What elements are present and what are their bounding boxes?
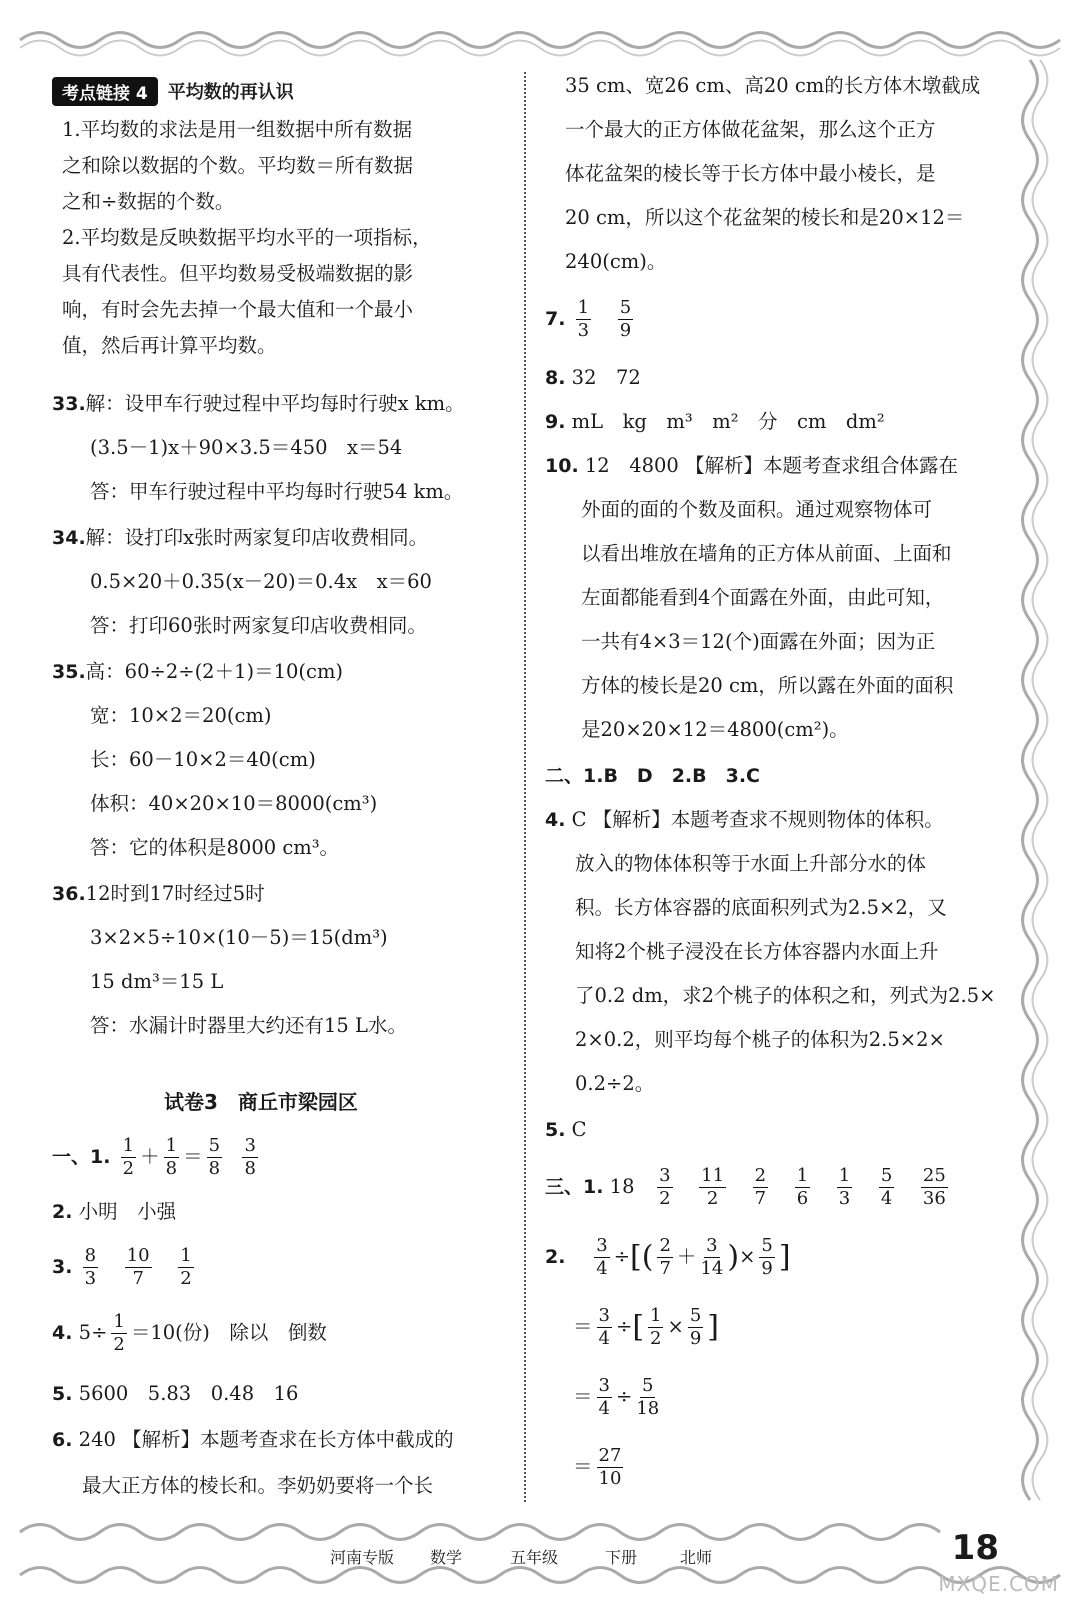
q6-cont-line: 体花盆架的棱长等于长方体中最小棱长，是	[565, 162, 936, 185]
q35-line4: 体积：40×20×10＝8000(cm³)	[90, 792, 378, 815]
kaodian-line: 具有代表性。但平均数易受极端数据的影	[62, 262, 414, 285]
s1-q1: 一、1. $\frac{1}{2}$ ＋ $\frac{1}{8}$ ＝ $\frac{5}{8}$ $\frac{3}{8}$	[52, 1135, 256, 1179]
footer-volume: 下册	[605, 1548, 638, 1567]
watermark: MXQE.COM	[938, 1572, 1059, 1596]
q35-line3: 长：60－10×2＝40(cm)	[90, 748, 316, 771]
s2-q4-line: 0.2÷2。	[575, 1072, 655, 1095]
q34-line2: 0.5×20＋0.35(x－20)＝0.4x x＝60	[90, 570, 432, 593]
q6-cont-line: 一个最大的正方体做花盆架，那么这个正方	[565, 118, 936, 141]
footer-edition: 北师	[680, 1548, 713, 1567]
kaodian-line: 1.平均数的求法是用一组数据中所有数据	[62, 118, 413, 141]
q10-line1: 10. 12 4800 【解析】本题考查求组合体露在	[545, 454, 959, 477]
s3-q2-row1: 2. $\frac{3}{4}$ ÷[( $\frac{2}{7}$ ＋ $\frac{3}{14}$ )× $\frac{5}{9}$ ]	[545, 1235, 791, 1279]
s2-q4-line: 积。长方体容器的底面积列式为2.5×2，又	[575, 896, 947, 919]
q36-line2: 3×2×5÷10×(10－5)＝15(dm³)	[90, 926, 388, 949]
q33-line2: (3.5－1)x＋90×3.5＝450 x＝54	[90, 436, 403, 459]
kaodian-line: 值，然后再计算平均数。	[62, 334, 277, 357]
s1-q4: 4. 5÷ $\frac{1}{2}$ ＝10(份) 除以 倒数	[52, 1311, 327, 1355]
q36-line1: 36.12时到17时经过5时	[52, 882, 265, 905]
s2-q4-line1: 4. C 【解析】本题考查求不规则物体的体积。	[545, 808, 944, 831]
s3-q2-row4: ＝ $\frac{27}{10}$	[573, 1445, 622, 1489]
q33-line1: 33.解：设甲车行驶过程中平均每时行驶x km。	[52, 392, 465, 415]
s3-q1: 三、1. 18 $\frac{3}{2}$ $\frac{11}{2}$ $\frac{2}{7}$ $\frac{1}{6}$ $\frac{1}{3}$ $\frac{5}{4}$ $\frac{25}{36}$	[545, 1165, 946, 1209]
footer-subject: 数学	[430, 1548, 463, 1567]
s1-q6-line2: 最大正方体的棱长和。李奶奶要将一个长	[82, 1474, 434, 1497]
s2-q4-line: 了0.2 dm，求2个桃子的体积之和，列式为2.5×	[575, 984, 996, 1007]
q6-cont-line: 20 cm，所以这个花盆架的棱长和是20×12＝	[565, 206, 965, 229]
q34-line3: 答：打印60张时两家复印店收费相同。	[90, 614, 427, 637]
s2-q4-line: 放入的物体体积等于水面上升部分水的体	[575, 852, 927, 875]
kaodian-line: 2.平均数是反映数据平均水平的一项指标，	[62, 226, 432, 249]
q36-line4: 答：水漏计时器里大约还有15 L水。	[90, 1014, 407, 1037]
q35-line1: 35.高：60÷2÷(2＋1)＝10(cm)	[52, 660, 344, 683]
q10-line: 以看出堆放在墙角的正方体从前面、上面和	[581, 542, 952, 565]
kaodian-line: 之和除以数据的个数。平均数＝所有数据	[62, 154, 414, 177]
paper-title: 试卷3 商丘市梁园区	[164, 1090, 358, 1114]
q35-line5: 答：它的体积是8000 cm³。	[90, 836, 340, 859]
kaodian-line: 之和÷数据的个数。	[62, 190, 235, 213]
q10-line: 是20×20×12＝4800(cm²)。	[581, 718, 849, 741]
s3-q2-row3: ＝ $\frac{3}{4}$ ÷ $\frac{5}{18}$	[573, 1375, 660, 1419]
q34-line1: 34.解：设打印x张时两家复印店收费相同。	[52, 526, 429, 549]
q36-line3: 15 dm³＝15 L	[90, 970, 224, 993]
q7: 7. $\frac{1}{3}$ $\frac{5}{9}$	[545, 297, 632, 341]
page-number: 18	[951, 1528, 999, 1568]
q10-line: 方体的棱长是20 cm，所以露在外面的面积	[581, 674, 954, 697]
q33-line3: 答：甲车行驶过程中平均每时行驶54 km。	[90, 480, 464, 503]
s2-q5: 5. C	[545, 1118, 587, 1141]
q35-line2: 宽：10×2＝20(cm)	[90, 704, 272, 727]
q8: 8. 32 72	[545, 366, 641, 389]
kaodian-header	[52, 76, 294, 106]
q9: 9. mL kg m³ m² 分 cm dm²	[545, 410, 885, 433]
footer-region: 河南专版	[330, 1548, 395, 1567]
s1-q3: 3. $\frac{8}{3}$ $\frac{10}{7}$ $\frac{1}{2}$	[52, 1245, 192, 1289]
kaodian-line: 响，有时会先去掉一个最大值和一个最小	[62, 298, 414, 321]
footer-grade: 五年级	[510, 1548, 559, 1567]
q10-line: 外面的面的个数及面积。通过观察物体可	[581, 498, 933, 521]
column-divider	[524, 72, 526, 1502]
kaodian-tag: 考点链接 4	[52, 77, 158, 106]
s1-q5: 5. 5600 5.83 0.48 16	[52, 1382, 299, 1405]
s2-line: 二、1.B D 2.B 3.C	[545, 765, 760, 787]
s2-q4-line: 知将2个桃子浸没在长方体容器内水面上升	[575, 940, 939, 963]
q10-line: 左面都能看到4个面露在外面，由此可知，	[581, 586, 945, 609]
s1-q2: 2. 小明 小强	[52, 1200, 177, 1223]
q10-line: 一共有4×3＝12(个)面露在外面；因为正	[581, 630, 936, 653]
s1-q6-line1: 6. 240 【解析】本题考查求在长方体中截成的	[52, 1428, 454, 1451]
q6-cont-line: 35 cm、宽26 cm、高20 cm的长方体木墩截成	[565, 74, 981, 97]
s2-q4-line: 2×0.2，则平均每个桃子的体积为2.5×2×	[575, 1028, 945, 1051]
kaodian-title: 平均数的再认识	[167, 82, 294, 103]
q6-cont-line: 240(cm)。	[565, 250, 667, 273]
s3-q2-row2: ＝ $\frac{3}{4}$ ÷[ $\frac{1}{2}$ × $\frac{5}{9}$ ]	[573, 1305, 719, 1349]
